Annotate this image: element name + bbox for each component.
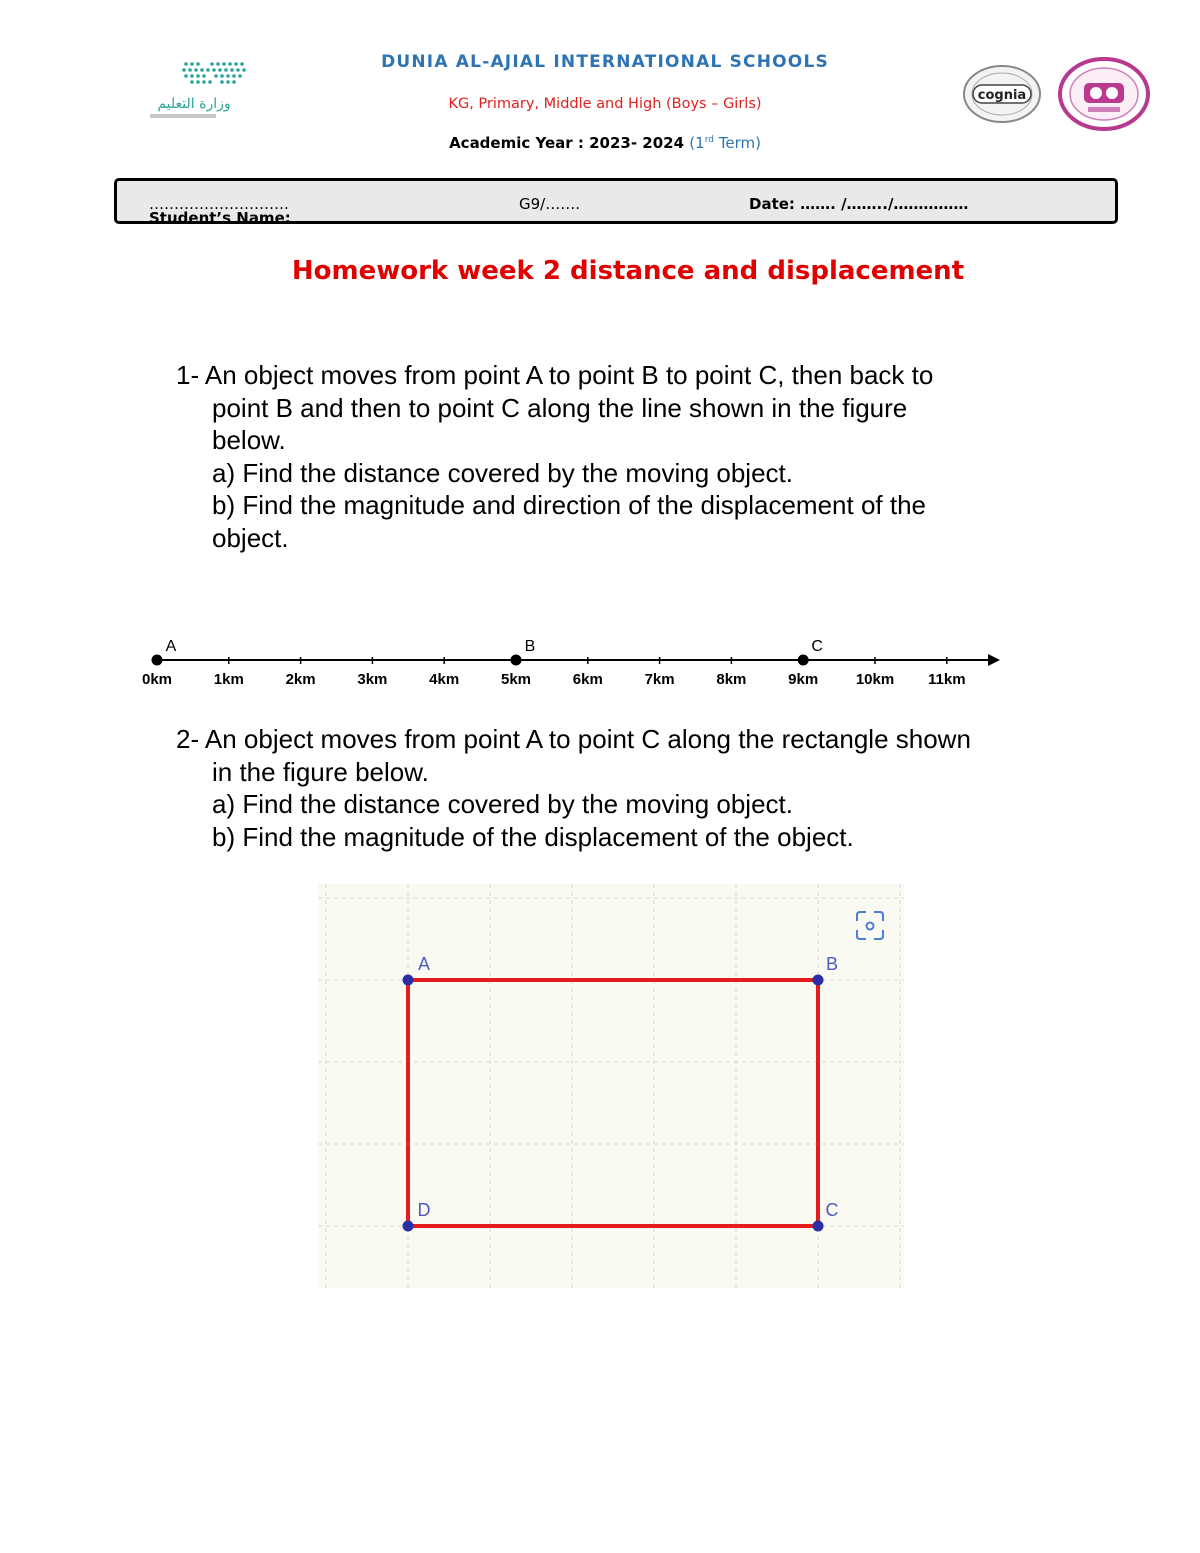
number-line-tick-label: 4km [429, 671, 460, 688]
number-line-tick-label: 7km [644, 671, 675, 688]
school-subtitle: KG, Primary, Middle and High (Boys – Girls) [448, 96, 762, 112]
question-2-part-b: b) Find the magnitude of the displacement of the object. [212, 821, 854, 852]
term-sup: rd [704, 135, 714, 145]
question-1 [176, 359, 1076, 554]
date-blank: ……. /……../…………… [794, 195, 969, 213]
rectangle-vertex-label: A [417, 954, 431, 974]
number-line-tick-label: 6km [572, 671, 603, 688]
number-line-tick-label: 8km [716, 671, 747, 688]
student-info-box [114, 178, 1118, 227]
student-name-blank: ………………………. [149, 195, 289, 213]
homework-title: Homework week 2 distance and displacement [291, 256, 965, 286]
number-line-figure [140, 600, 1010, 700]
school-name: DUNIA AL-AJIAL INTERNATIONAL SCHOOLS [381, 52, 829, 72]
academic-year [0, 134, 1200, 152]
rectangle-grid-figure [318, 884, 904, 1288]
number-line-tick-label: 9km [788, 671, 819, 688]
number-line-tick-label: 1km [213, 671, 244, 688]
cognia-logo-text: cognia [977, 88, 1027, 103]
question-2-part-a: a) Find the distance covered by the moving object. [212, 789, 793, 819]
question-1-part-b: b) Find the magnitude and direction of the displacement of the [212, 490, 926, 520]
number-line-point [511, 655, 522, 666]
rectangle-vertex [813, 1221, 824, 1232]
question-1-part-a: a) Find the distance covered by the moving object. [212, 457, 793, 488]
number-line-point-label: A [165, 638, 177, 655]
question-1-line: point B and then to point C along the line shown in the figure [212, 392, 908, 423]
grade-field: G9/……. [519, 195, 580, 213]
cognia-accreditation-logo [962, 64, 1042, 124]
ministry-logo-text: وزارة التعليم [157, 96, 231, 112]
date-field [749, 195, 968, 213]
question-2 [176, 723, 1076, 853]
number-line-tick-label: 3km [357, 671, 388, 688]
academic-year-label: Academic Year : 2023- 2024 [449, 134, 685, 152]
rectangle-vertex [403, 975, 414, 986]
number-line-arrowhead [988, 654, 1000, 666]
term-label [689, 134, 761, 152]
question-2-line: 2- An object moves from point A to point C along the rectangle shown [176, 724, 971, 754]
question-1-line: 1- An object moves from point A to point B to point C, then back to [176, 360, 934, 390]
rectangle-vertex-label: C [825, 1200, 839, 1220]
number-line-tick-label: 2km [285, 671, 316, 688]
question-2-line: in the figure below. [212, 756, 429, 787]
rectangle-vertex [403, 1221, 414, 1232]
question-1-line: object. [212, 522, 289, 553]
number-line-point [798, 655, 809, 666]
number-line-tick-label: 11km [928, 671, 966, 688]
date-label: Date: [749, 195, 795, 213]
student-name-label: Student’s Name: [149, 209, 291, 227]
number-line-tick-label: 10km [855, 671, 895, 688]
question-1-line: below. [212, 425, 286, 455]
number-line-point-label: C [811, 638, 823, 655]
rectangle-vertex-label: D [417, 1200, 431, 1220]
number-line-point-label: B [524, 638, 536, 655]
student-name-field [149, 195, 291, 227]
school-seal-logo [1058, 57, 1150, 131]
number-line-tick-label: 0km [141, 671, 173, 688]
rectangle-vertex [813, 975, 824, 986]
rectangle-vertex-label: B [825, 954, 839, 974]
term-open: (1 [689, 134, 705, 152]
number-line-tick-label: 5km [500, 671, 532, 688]
term-close: Term) [713, 134, 761, 152]
number-line-point [152, 655, 163, 666]
